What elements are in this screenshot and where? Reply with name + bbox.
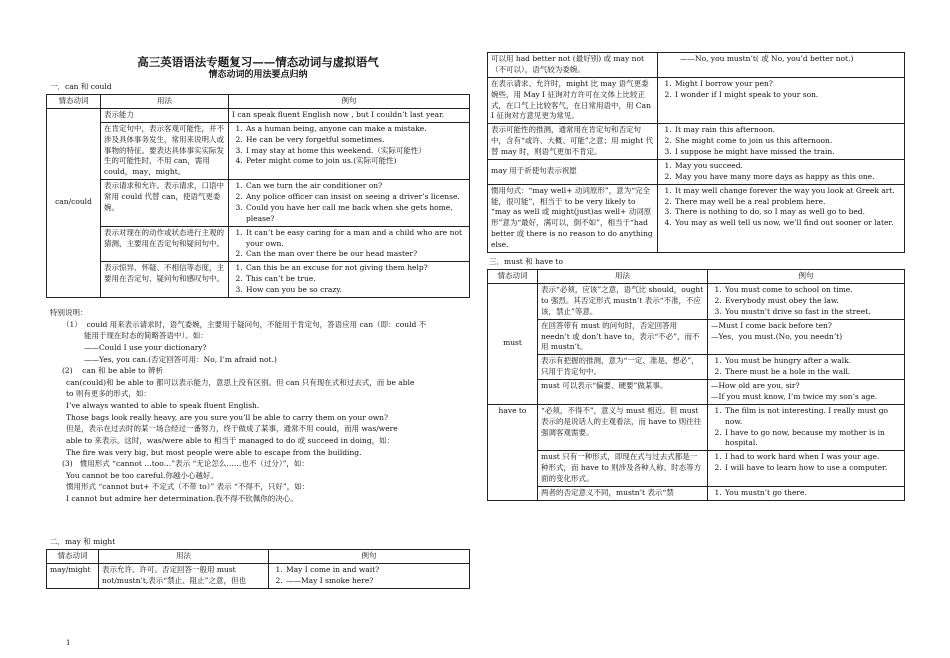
usage-cell: must 只有一种形式，即现在式与过去式都是一种形式，而 have to 则涉及各种人称、时态等方面的变化形式。 — [538, 451, 708, 487]
example-item: 2. Any police officer can insist on seeing a driver’s license. — [245, 192, 466, 203]
example-cell — [708, 355, 905, 380]
table-row — [488, 159, 905, 184]
example-cell: I can speak fluent English now , but I couldn’t last year. — [229, 108, 470, 122]
example-item: 2. Can the man over there be our head master? — [245, 249, 466, 260]
usage-cell: 可以用 had better not (最好别) 或 may not（不可以），语气较为委婉。 — [488, 53, 658, 78]
example-item: 2. ——May I smoke here? — [285, 576, 466, 587]
usage-cell: 表示能力 — [101, 108, 229, 122]
table-header-row — [47, 95, 470, 109]
usage-cell: may 用于祈使句表示祝愿 — [488, 159, 658, 184]
example-item: 4. You may as well tell us now, we’ll find out sooner or later. — [674, 218, 901, 229]
header-usage: 用法 — [538, 270, 708, 284]
note-example: You cannot be too careful.你越小心越好。 — [66, 470, 218, 480]
example-item: 2. May you have many more days as happy as this one. — [674, 172, 901, 183]
header-examples: 例句 — [708, 270, 905, 284]
example-cell — [708, 451, 905, 487]
verb-cell: can/could — [47, 108, 101, 297]
example-item: 4. Peter might come to join us.(实际可能性) — [245, 156, 466, 167]
usage-cell: 表示惊异、怀疑、不相信等态度，主要用在否定句、疑问句和感叹句中。 — [101, 262, 229, 298]
may-might-table-part1 — [46, 549, 470, 589]
table-row — [47, 122, 470, 179]
example-cell — [229, 180, 470, 227]
note-example: I cannot but admire her determination.我不得不钦佩你的决心。 — [66, 494, 298, 503]
note-text: 能用于现在时态的简略答语中）。如： — [84, 331, 208, 341]
section-heading-can: 一．can 和 could — [50, 82, 112, 91]
example-cell — [708, 319, 905, 355]
example-cell: ——No, you mustn’t( 或 No, you’d better not.) — [658, 53, 905, 78]
table-row — [47, 262, 470, 298]
example-item: 1. It may well change forever the way you look at Greek art. — [674, 186, 901, 197]
example-item: —If you must know, I’m twice my son’s age. — [711, 391, 878, 401]
example-cell — [708, 284, 905, 320]
notes-heading: 特别说明： — [50, 308, 88, 317]
example-item: 2. I will have to learn how to use a computer. — [724, 463, 901, 474]
example-item: 1. You mustn’t go there. — [724, 488, 901, 499]
note-text: 但是，表示在过去时的某一场合经过一番努力，终于做成了某事，通常不用 could，而用 was/were — [66, 424, 398, 434]
note-example: I’ve always wanted to able to speak fluent English. — [66, 401, 260, 410]
table-row — [488, 404, 905, 451]
table-row — [488, 284, 905, 320]
example-cell — [658, 124, 905, 160]
example-item: 2. This can’t be true. — [245, 274, 466, 285]
example-cell — [269, 563, 470, 588]
usage-cell: 表示可能性的推测，通常用在肯定句和否定句中，含有“或许、大概、可能”之意；用 might 代替 may 时，则语气更加不肯定。 — [488, 124, 658, 160]
note-example: ——Could I use your dictionary? — [84, 342, 207, 352]
example-cell — [658, 77, 905, 124]
example-cell — [229, 122, 470, 179]
header-verb: 情态动词 — [488, 270, 538, 284]
note-text: 惯用形式 “cannot but+ 不定式（不带 to）” 表示 “不得不，只好”，如： — [66, 482, 310, 492]
usage-cell: must 可以表示“偏要、硬要”做某事。 — [538, 380, 708, 405]
example-item: 1. You must come to school on time. — [724, 285, 901, 296]
example-item: 2. I have to go now, because my mother is in hospital. — [724, 428, 901, 450]
example-item: 1. I had to work hard when I was your age. — [724, 452, 901, 463]
must-have-to-table — [487, 269, 905, 501]
example-item: 1. It may rain this afternoon. — [674, 125, 901, 136]
example-item: 1. Can this be an excuse for not giving them help? — [245, 263, 466, 274]
example-item: —How old are you, sir? — [711, 381, 800, 390]
table-row — [488, 53, 905, 78]
table-row — [488, 77, 905, 124]
note-text: can(could)和 be able to 都可以表示能力，意思上没有区别。但 can 只有现在式和过去式，而 be able — [66, 377, 415, 387]
example-cell — [708, 486, 905, 500]
table-row — [47, 226, 470, 262]
note-example: The fire was very big, but most people were able to escape from the building. — [66, 447, 362, 457]
example-item: 2. I wonder if I might speak to your son. — [674, 90, 901, 101]
example-item: 1. As a human being, anyone can make a mistake. — [245, 124, 466, 135]
table-row — [488, 451, 905, 487]
example-item: 2. Everybody must obey the law. — [724, 296, 901, 307]
page-title: 高三英语语法专题复习——情态动词与虚拟语气 — [137, 55, 379, 69]
usage-cell: 在回答带有 must 的问句时，否定回答用 needn’t 或 don’t have to，表示“不必”，而不用 mustn’t。 — [538, 319, 708, 355]
note-text: (2) can 和 be able to 辨析 — [62, 366, 163, 376]
usage-cell: 表示请求和允许。表示请求，口语中常用 could 代替 can，使语气更委婉。 — [101, 180, 229, 227]
special-notes — [50, 307, 470, 505]
header-usage: 用法 — [99, 550, 269, 564]
table-row — [488, 184, 905, 252]
usage-cell: 表示有把握的推测，意为“一定、准是、想必”，只用于肯定句中。 — [538, 355, 708, 380]
usage-cell: 表示允许、许可。否定回答一般用 must not/mustn’t,表示“禁止、阻止”之意，但也 — [99, 563, 269, 588]
verb-cell: may/might — [47, 563, 99, 588]
example-item: —Yes，you must.(No, you needn’t) — [711, 331, 843, 341]
example-item: 2. He can be very forgetful sometimes. — [245, 135, 466, 146]
table-row — [47, 563, 470, 588]
table-row — [47, 108, 470, 122]
example-item: 3. I suppose he might have missed the train. — [674, 147, 901, 158]
table-row — [488, 319, 905, 355]
note-text: to 则有更多的形式，如： — [66, 389, 151, 399]
can-could-table — [46, 94, 470, 298]
note-example: Those bags look really heavy, are you sure you’ll be able to carry them on your own? — [66, 412, 389, 422]
example-item: 3. There is nothing to do, so I may as well go to bed. — [674, 207, 901, 218]
header-examples: 例句 — [229, 95, 470, 109]
verb-cell: must — [488, 284, 538, 405]
example-item: 1. Might I borrow your pen? — [674, 79, 901, 90]
example-item: 2. She might come to join us this afternoon. — [674, 136, 901, 147]
example-item: —Must I come back before ten? — [711, 320, 832, 330]
header-usage: 用法 — [101, 95, 229, 109]
table-header-row — [488, 270, 905, 284]
example-item: 2. There may well be a real problem here. — [674, 197, 901, 208]
table-row — [47, 180, 470, 227]
usage-cell: “必须，不得不”，意义与 must 相近。但 must 表示的是说话人的主观看法，而 have to 则往往强调客观需要。 — [538, 404, 708, 451]
example-cell — [229, 262, 470, 298]
example-cell — [658, 159, 905, 184]
usage-cell: 在表示请求、允许时，might 比 may 语气更委婉些，用 May I 征询对方许可在文体上比较正式，在口气上比较客气，在日常用语中，用 Can I 征询对方意见更为常见。 — [488, 77, 658, 124]
table-header-row — [47, 550, 470, 564]
section-heading-may: 二．may 和 might — [50, 537, 116, 546]
note-text: (3) 惯用形式 “cannot …too…”表示 “无论怎么……也不（过分）”，如： — [62, 459, 309, 469]
usage-cell: 表示“必须，应该”之意，语气比 should，ought to 强烈。其否定形式 mustn’t 表示“不准，不应该，禁止”等意。 — [538, 284, 708, 320]
example-cell — [708, 404, 905, 451]
right-column — [487, 52, 905, 501]
page-subtitle: 情态动词的用法要点归纳 — [208, 70, 308, 80]
example-item: 1. Can we turn the air conditioner on? — [245, 181, 466, 192]
example-item: 1. May you succeed. — [674, 161, 901, 172]
example-item: 1. The film is not interesting. I really must go now. — [724, 406, 901, 428]
usage-cell: 表示对现在的动作或状态进行主观的猜测，主要用在否定句和疑问句中。 — [101, 226, 229, 262]
usage-cell: 两者的否定意义不同，mustn’t 表示“禁 — [538, 486, 708, 500]
table-row — [488, 486, 905, 500]
header-examples: 例句 — [269, 550, 470, 564]
page-number: 1 — [66, 639, 71, 647]
may-might-table-part2 — [487, 52, 905, 253]
example-item: 1. You must be hungry after a walk. — [724, 356, 901, 367]
note-example: ——Yes, you can.(否定回答可用：No, I’m afraid not.) — [84, 354, 277, 364]
example-cell — [708, 380, 905, 405]
example-cell — [658, 184, 905, 252]
example-cell — [229, 226, 470, 262]
header-verb: 情态动词 — [47, 95, 101, 109]
section-heading-must: 三．must 和 have to — [489, 256, 563, 266]
example-item: 3. Could you have her call me back when she gets home, please? — [245, 203, 466, 225]
note-text: （1） could 用来表示请求时，语气委婉，主要用于疑问句，不能用于肯定句，答语应用 can（即：could 不 — [62, 319, 427, 329]
usage-cell: 惯用句式：“may well+ 动词原形”，意为“完全能，很可能”，相当于 to be very likely to “may as well 或 might(just)as well+ 动词原形”意为“最好，满可以，倒不如”，相当于“had better 或 there is no reason to do anything else. — [488, 184, 658, 252]
example-item: 3. I may stay at home this weekend.（实际可能性） — [245, 146, 466, 157]
example-item: 2. There must be a hole in the wall. — [724, 367, 901, 378]
table-row — [488, 380, 905, 405]
usage-cell: 在肯定句中，表示客观可能性，并不涉及具体事务发生，常用来说明人或事物的特征。要表达具体事实实际发生的可能性时，不用 can，需用 could，may，might。 — [101, 122, 229, 179]
example-item: 3. How can you be so crazy. — [245, 285, 466, 296]
table-row — [488, 355, 905, 380]
example-item: 1. It can’t be easy caring for a man and a child who are not your own. — [245, 228, 466, 250]
example-item: 1. May I come in and wait? — [285, 565, 466, 576]
note-text: able to 来表示。这时，was/were able to 相当于 managed to do 或 succeed in doing，如： — [66, 435, 395, 445]
verb-cell: have to — [488, 404, 538, 500]
table-row — [488, 124, 905, 160]
header-verb: 情态动词 — [47, 550, 99, 564]
example-item: 3. You mustn’t drive so fast in the street. — [724, 307, 901, 318]
